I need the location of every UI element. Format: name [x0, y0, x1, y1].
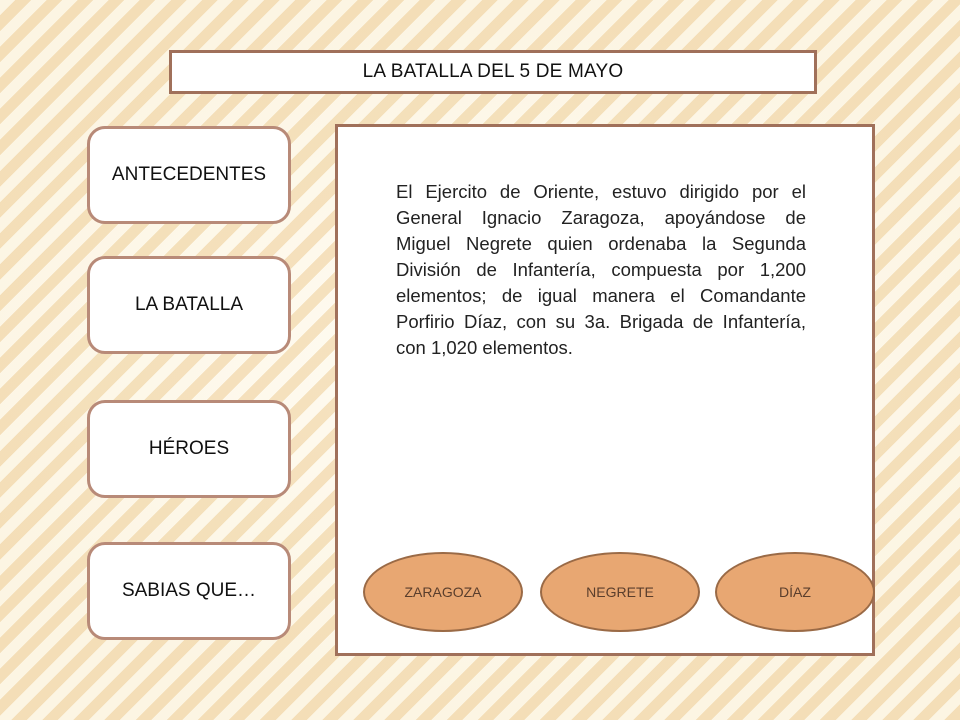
nav-button-label: ANTECEDENTES — [111, 164, 267, 185]
content-paragraph: El Ejercito de Oriente, estuvo dirigido por el General Ignacio Zaragoza, apoyándose de Miguel Negrete quien ordenaba la Segunda División de Infantería, compuesta por 1,200 elementos; de igual manera el Comandante Porfirio Díaz, con su 3a. Brigada de Infantería, con 1,020 elementos. — [396, 181, 806, 358]
page-title — [169, 50, 817, 94]
nav-button-label: SABIAS QUE… — [121, 580, 257, 601]
nav-button-la-batalla[interactable] — [87, 256, 291, 354]
content-panel — [335, 124, 875, 656]
hero-button-diaz[interactable] — [715, 552, 875, 632]
page-title-text: LA BATALLA DEL 5 DE MAYO — [362, 61, 624, 82]
nav-button-heroes[interactable] — [87, 400, 291, 498]
hero-button-zaragoza[interactable] — [363, 552, 523, 632]
nav-button-sabias-que[interactable] — [87, 542, 291, 640]
hero-button-negrete[interactable] — [540, 552, 700, 632]
nav-button-label: HÉROES — [148, 438, 230, 459]
hero-button-label: ZARAGOZA — [404, 584, 482, 600]
hero-button-label: DÍAZ — [779, 584, 811, 600]
nav-button-label: LA BATALLA — [134, 294, 244, 315]
hero-button-label: NEGRETE — [586, 584, 654, 600]
nav-button-antecedentes[interactable] — [87, 126, 291, 224]
